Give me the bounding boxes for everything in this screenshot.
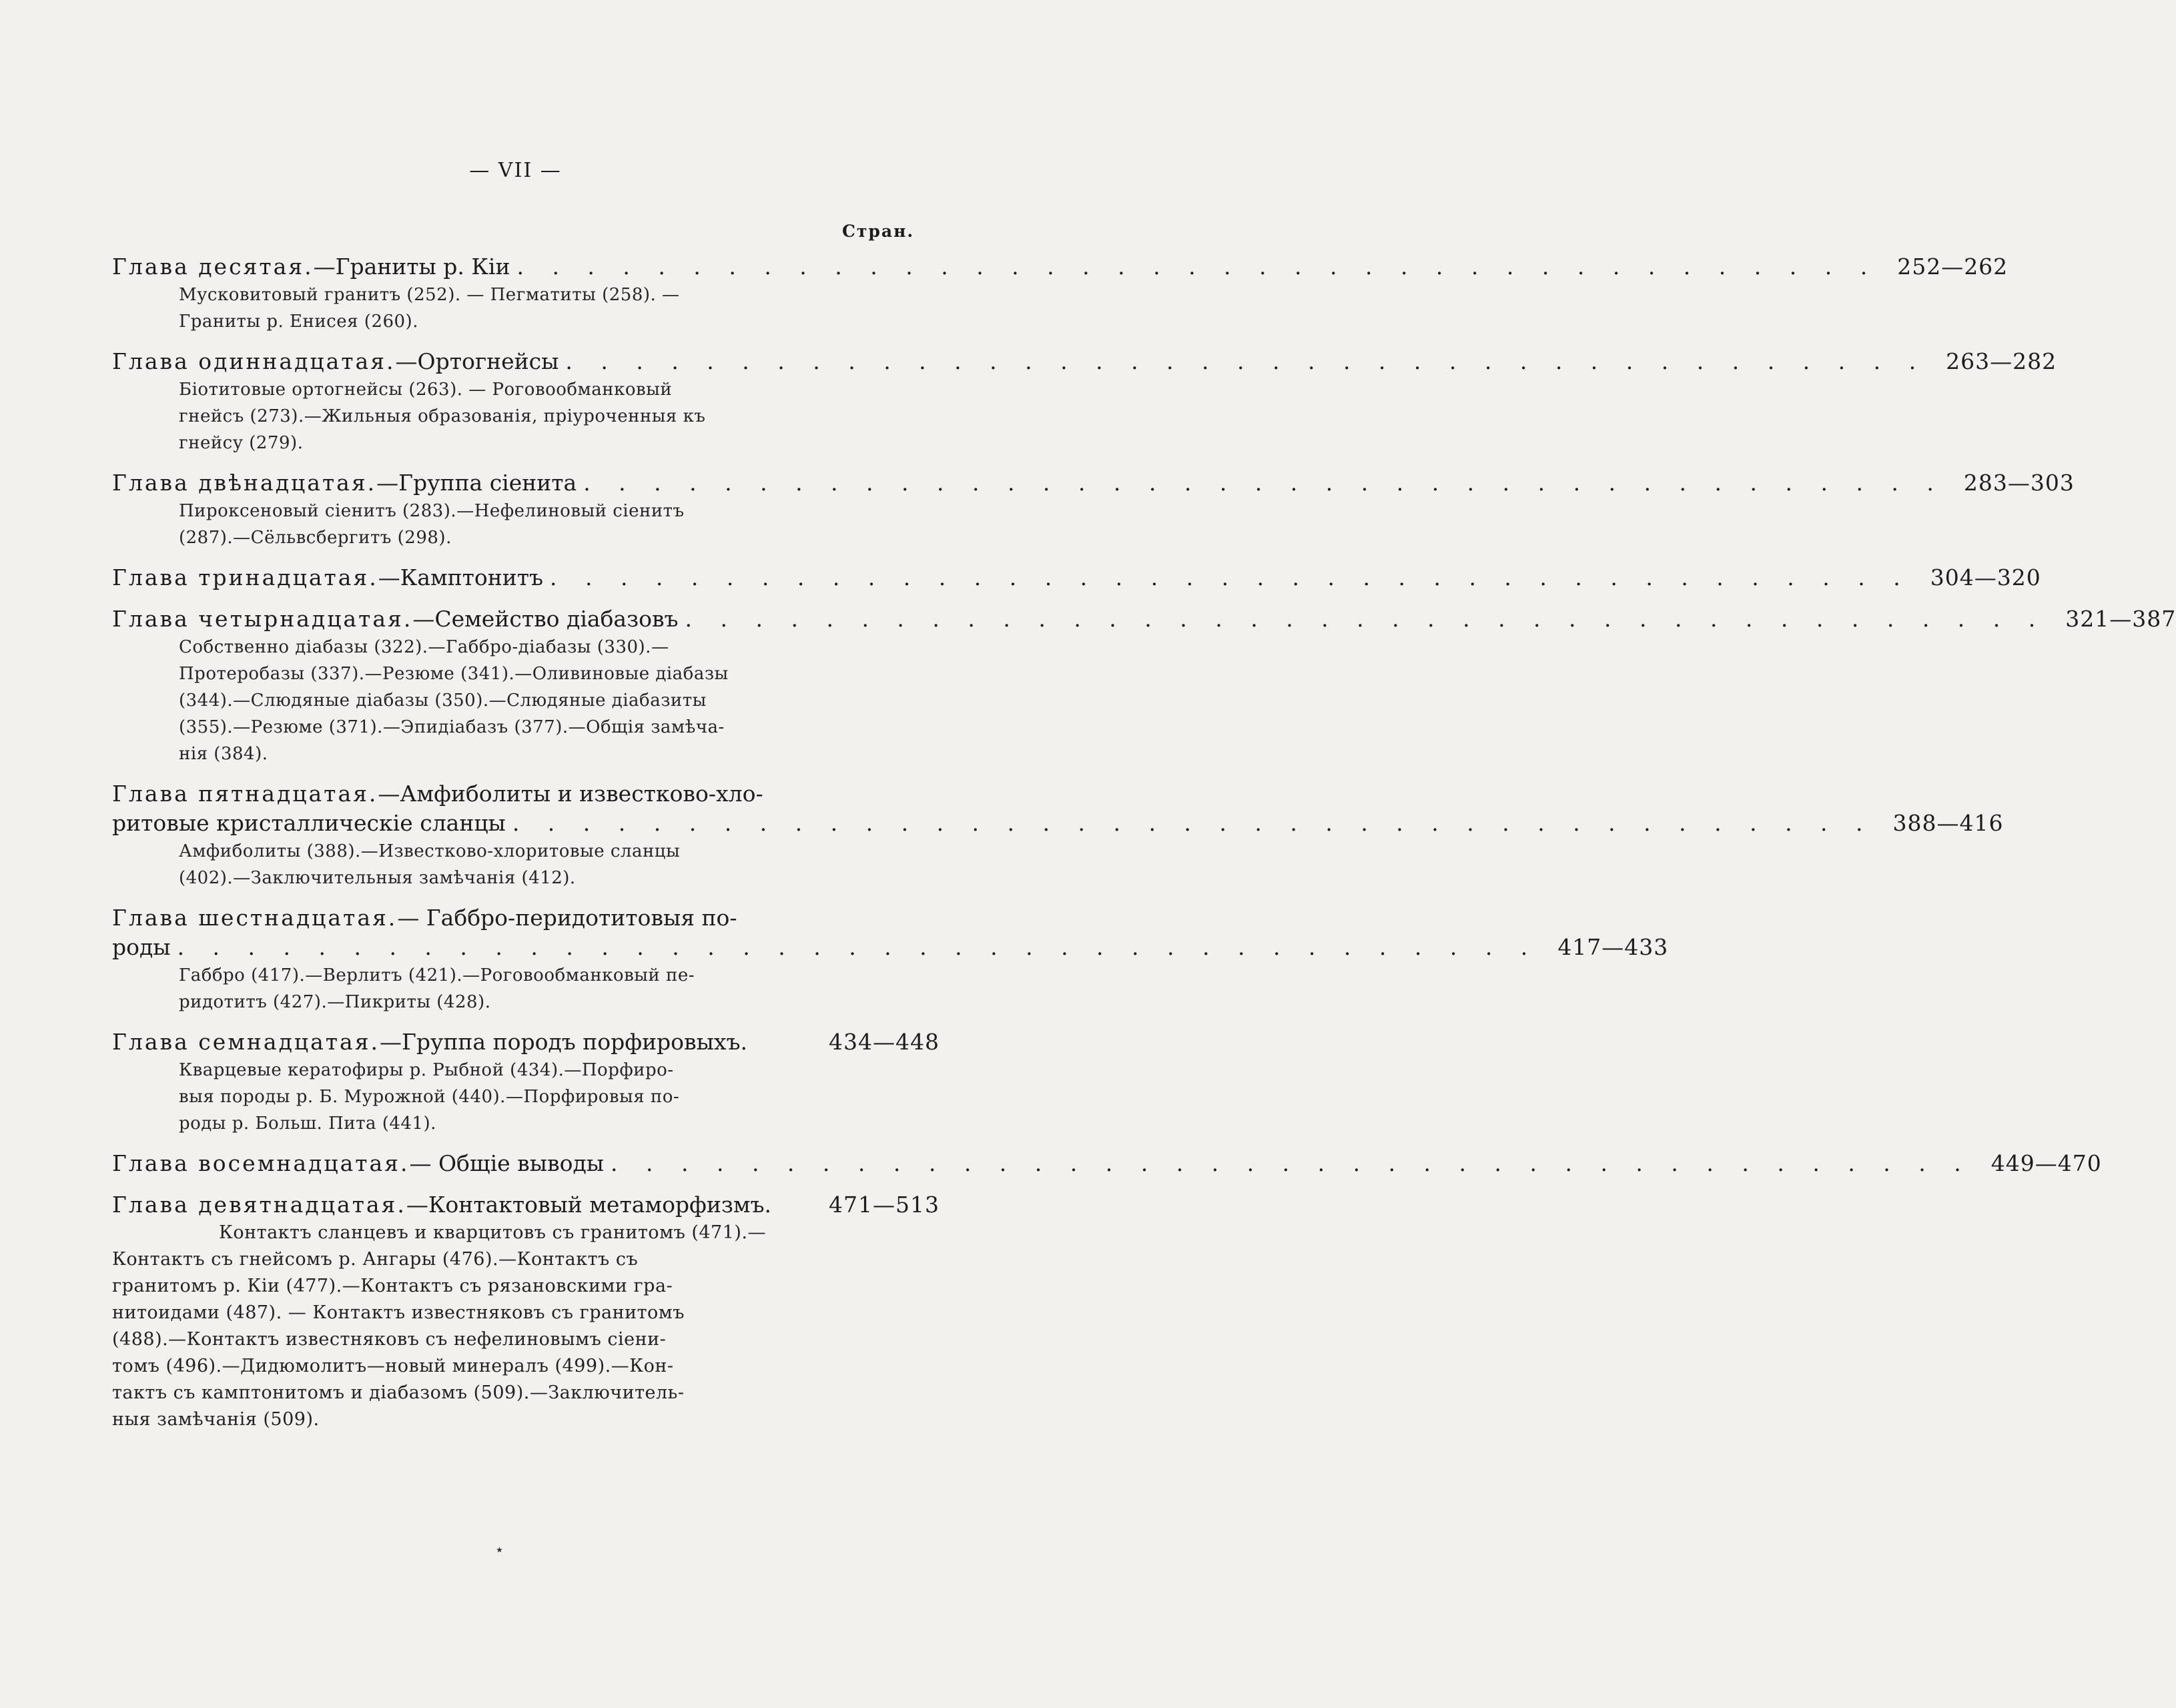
- toc-entry-subtopics: Біотитовые ортогнейсы (263). — Роговообманковый гнейсъ (273).—Жильныя образованія, пріуроченныя къ гнейсу (279).: [179, 380, 706, 453]
- dot-leader: . . . . . . . . . . . . . . . . . . . . . . . . . . . . . . . . . . . . . . .: [565, 348, 1927, 374]
- toc-entry-line: [112, 347, 2057, 376]
- toc-entry: [112, 1027, 940, 1137]
- toc-entry-line: [112, 809, 2004, 838]
- table-of-contents: [112, 252, 2176, 1445]
- page-number: — VII —: [469, 159, 562, 182]
- toc-entry-title: [112, 563, 543, 592]
- toc-entry-title: [112, 252, 510, 282]
- chapter-title: —Контактовый метаморфизмъ.: [406, 1192, 772, 1218]
- toc-entry: [112, 347, 2057, 456]
- chapter-label: Глава шестнадцатая.: [112, 905, 398, 931]
- pages-column-header: Стран.: [842, 222, 915, 241]
- toc-entry-title: [112, 347, 559, 376]
- toc-entry-line: [112, 1149, 2102, 1178]
- page-range: 283—303: [1963, 470, 2075, 496]
- toc-entry-subtopics: Собственно діабазы (322).—Габбро-діабазы (330).— Протеробазы (337).—Резюме (341).—Оливиновые діабазы (344).—Слюдяные діабазы (350).—Слюдяные діабазиты (355).—Резюме (371).—Эпидіабазъ (377).—Общія замѣча- нія (384).: [179, 637, 729, 764]
- toc-entry-title: [112, 604, 679, 634]
- chapter-title: —Камптонитъ: [378, 564, 543, 590]
- chapter-title: —Группа сіенита: [376, 470, 577, 496]
- dot-leader: . . . . . . . . . . . . . . . . . . . . . . . . . . . . . . . . . . . . . . .: [549, 564, 1911, 590]
- chapter-title: —Граниты р. Кіи: [313, 254, 510, 280]
- subtopics-first-line: Контактъ сланцевъ и кварцитовъ съ гранитомъ (471).—: [219, 1222, 767, 1243]
- dot-leader: . . . . . . . . . . . . . . . . . . . . . . . . . . . . . . . . . . . . . . .: [611, 1150, 1972, 1176]
- toc-entry: [112, 563, 2041, 592]
- toc-entry-line: [112, 1190, 940, 1220]
- chapter-label: Глава одиннадцатая.: [112, 348, 396, 374]
- chapter-title: —Группа породъ порфировыхъ.: [380, 1029, 747, 1055]
- chapter-label: Глава семнадцатая.: [112, 1029, 380, 1055]
- toc-entry: [112, 252, 2009, 335]
- toc-entry-title: [112, 1149, 604, 1178]
- chapter-title-continued: роды: [112, 934, 171, 960]
- toc-entry-title: [112, 1190, 771, 1220]
- page-range: 449—470: [1990, 1150, 2102, 1176]
- toc-entry-line: [112, 933, 1669, 962]
- toc-entry: [112, 1149, 2102, 1178]
- dot-leader: . . . . . . . . . . . . . . . . . . . . . . . . . . . . . . . . . . . . . . .: [177, 934, 1539, 960]
- toc-entry-subtopics: Мусковитовый гранитъ (252). — Пегматиты (258). — Граниты р. Енисея (260).: [179, 285, 680, 332]
- page-range: 388—416: [1892, 810, 2004, 836]
- toc-entry: [112, 779, 2004, 891]
- chapter-label: Глава десятая.: [112, 254, 314, 280]
- toc-entry-subtopics: Кварцевые кератофиры р. Рыбной (434).—Порфиро- выя породы р. Б. Мурожной (440).—Порфировыя по- роды р. Больш. Пита (441).: [179, 1060, 680, 1134]
- toc-entry-line: [112, 468, 2075, 498]
- dot-leader: . . . . . . . . . . . . . . . . . . . . . . . . . . . . . . . . . . . . . . .: [583, 470, 1944, 496]
- print-mark: ٭: [496, 1541, 503, 1557]
- toc-entry: [112, 468, 2075, 551]
- dot-leader: . . . . . . . . . . . . . . . . . . . . . . . . . . . . . . . . . . . . . . .: [512, 810, 1874, 836]
- toc-entry-title: [112, 1027, 747, 1057]
- page-range: 252—262: [1897, 254, 2009, 280]
- toc-entry-title: [112, 468, 577, 498]
- page-range: 304—320: [1930, 564, 2041, 590]
- chapter-title: —Семейство діабазовъ: [412, 606, 679, 632]
- page-range: 263—282: [1946, 348, 2057, 374]
- chapter-label: Глава девятнадцатая.: [112, 1192, 406, 1218]
- page-range: 321—387: [2065, 606, 2176, 632]
- toc-entry-title: [112, 903, 940, 933]
- chapter-label: Глава пятнадцатая.: [112, 781, 378, 807]
- toc-entry-line: [112, 1027, 940, 1057]
- toc-entry-line: [112, 252, 2009, 282]
- chapter-title-continued: ритовые кристаллическіе сланцы: [112, 810, 506, 836]
- page-range: 434—448: [829, 1029, 940, 1055]
- dot-leader: . . . . . . . . . . . . . . . . . . . . . . . . . . . . . . . . . . . . . . .: [685, 606, 2047, 632]
- chapter-title: —Ортогнейсы: [395, 348, 559, 374]
- toc-entry-subtopics: Пироксеновый сіенитъ (283).—Нефелиновый сіенитъ (287).—Сёльвсбергитъ (298).: [179, 501, 685, 548]
- toc-entry-subtopics: Амфиболиты (388).—Известково-хлоритовые сланцы (402).—Заключительныя замѣчанія (412).: [179, 841, 681, 888]
- chapter-label: Глава четырнадцатая.: [112, 606, 413, 632]
- toc-entry-title: [112, 779, 940, 809]
- chapter-title: —Амфиболиты и известково-хло-: [378, 781, 763, 807]
- page-range: 471—513: [829, 1192, 940, 1218]
- chapter-label: Глава тринадцатая.: [112, 564, 378, 590]
- toc-entry-line: [112, 563, 2041, 592]
- chapter-label: Глава двѣнадцатая.: [112, 470, 377, 496]
- toc-entry: [112, 1190, 940, 1433]
- toc-entry: [112, 903, 1669, 1015]
- chapter-label: Глава восемнадцатая.: [112, 1150, 410, 1176]
- page-range: 417—433: [1557, 934, 1669, 960]
- toc-entry: [112, 604, 2176, 767]
- dot-leader: . . . . . . . . . . . . . . . . . . . . . . . . . . . . . . . . . . . . . . .: [516, 254, 1878, 280]
- chapter-title: — Общіе выводы: [409, 1150, 605, 1176]
- subtopics-rest: Контактъ съ гнейсомъ р. Ангары (476).—Контактъ съ гранитомъ р. Кіи (477).—Контактъ съ рязановскими гра- нитоидами (487). — Контактъ известняковъ съ гранитомъ (488).—Контактъ известняковъ съ нефелиновымъ сіени- томъ (496).—Дидюмолитъ—новый минералъ (499).—Кон- тактъ съ камптонитомъ и діабазомъ (509).—Заключитель- ныя замѣчанія (509).: [112, 1249, 685, 1430]
- toc-entry-subtopics: Габбро (417).—Верлитъ (421).—Роговообманковый пе- ридотитъ (427).—Пикриты (428).: [179, 965, 695, 1012]
- chapter-title: — Габбро-перидотитовыя по-: [397, 905, 737, 931]
- toc-entry-subtopics: [112, 1220, 873, 1433]
- toc-entry-line: [112, 604, 2176, 634]
